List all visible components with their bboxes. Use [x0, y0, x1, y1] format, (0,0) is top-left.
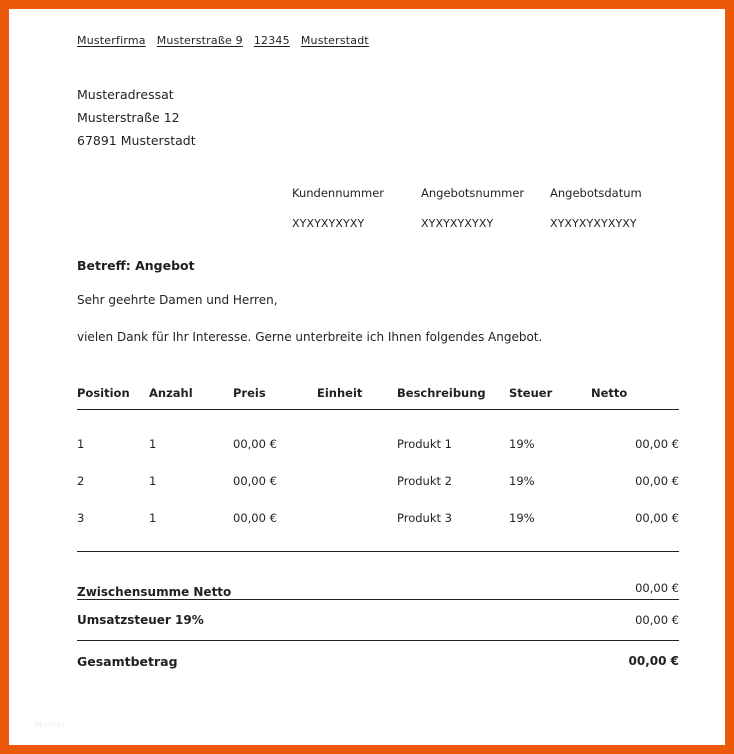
totals-row-grand-total	[77, 641, 679, 681]
cell-netto: 00,00 €	[635, 474, 679, 488]
totals-amount: 00,00 €	[635, 581, 679, 595]
table-header-row	[77, 386, 679, 410]
cell-anzahl: 1	[149, 511, 157, 525]
totals-label: Gesamtbetrag	[77, 653, 178, 669]
cell-netto: 00,00 €	[635, 437, 679, 451]
cell-preis: 00,00 €	[233, 474, 277, 488]
cell-steuer: 19%	[509, 437, 535, 451]
cell-steuer: 19%	[509, 511, 535, 525]
offer-meta-block	[292, 186, 679, 230]
cell-einheit	[317, 451, 397, 488]
sender-zip: 12345	[253, 34, 290, 47]
table-row	[77, 410, 679, 452]
totals-label: Zwischensumme Netto	[77, 585, 232, 599]
table-row	[77, 488, 679, 525]
column-header-netto: Netto	[591, 386, 679, 410]
sender-city: Musterstadt	[300, 34, 369, 47]
cell-position: 1	[77, 437, 85, 451]
salutation: Sehr geehrte Damen und Herren,	[77, 293, 278, 307]
cell-steuer: 19%	[509, 474, 535, 488]
column-header-beschreibung: Beschreibung	[397, 386, 509, 410]
cell-einheit	[317, 410, 397, 452]
sender-company: Musterfirma	[77, 34, 146, 47]
cell-anzahl: 1	[149, 474, 157, 488]
cell-position: 3	[77, 511, 85, 525]
cell-netto: 00,00 €	[635, 511, 679, 525]
meta-value: XYXYXYXYXY	[421, 217, 494, 230]
table-row	[77, 451, 679, 488]
cell-beschreibung: Produkt 2	[397, 474, 452, 488]
sender-street: Musterstraße 9	[156, 34, 243, 47]
totals-row-subtotal	[77, 552, 679, 599]
cell-preis: 00,00 €	[233, 437, 277, 451]
meta-offer-number	[421, 186, 550, 230]
meta-customer-number	[292, 186, 421, 230]
column-header-anzahl: Anzahl	[149, 386, 233, 410]
sender-address-line	[77, 34, 679, 47]
items-table	[77, 386, 679, 525]
document-sheet	[9, 9, 725, 745]
watermark-text: Muster	[35, 720, 66, 729]
cell-beschreibung: Produkt 1	[397, 437, 452, 451]
meta-offer-date	[550, 186, 679, 230]
totals-amount: 00,00 €	[635, 613, 679, 627]
recipient-line-2: Musterstraße 12	[77, 110, 180, 125]
subject-line: Betreff: Angebot	[77, 258, 195, 273]
cell-beschreibung: Produkt 3	[397, 511, 452, 525]
meta-label: Angebotsnummer	[421, 186, 525, 200]
cell-einheit	[317, 488, 397, 525]
totals-amount: 00,00 €	[628, 654, 679, 668]
meta-value: XYXYXYXYXYXY	[550, 217, 637, 230]
cell-preis: 00,00 €	[233, 511, 277, 525]
recipient-line-3: 67891 Musterstadt	[77, 133, 196, 148]
totals-section	[77, 551, 679, 681]
cell-position: 2	[77, 474, 85, 488]
recipient-address-block	[77, 83, 679, 152]
meta-value: XYXYXYXYXY	[292, 217, 365, 230]
column-header-position: Position	[77, 386, 149, 410]
meta-label: Kundennummer	[292, 186, 384, 200]
column-header-preis: Preis	[233, 386, 317, 410]
totals-row-vat	[77, 600, 679, 640]
totals-label: Umsatzsteuer 19%	[77, 613, 204, 627]
recipient-line-1: Musteradressat	[77, 87, 174, 102]
meta-label: Angebotsdatum	[550, 186, 642, 200]
column-header-einheit: Einheit	[317, 386, 397, 410]
intro-paragraph: vielen Dank für Ihr Interesse. Gerne unterbreite ich Ihnen folgendes Angebot.	[77, 330, 543, 344]
column-header-steuer: Steuer	[509, 386, 591, 410]
cell-anzahl: 1	[149, 437, 157, 451]
